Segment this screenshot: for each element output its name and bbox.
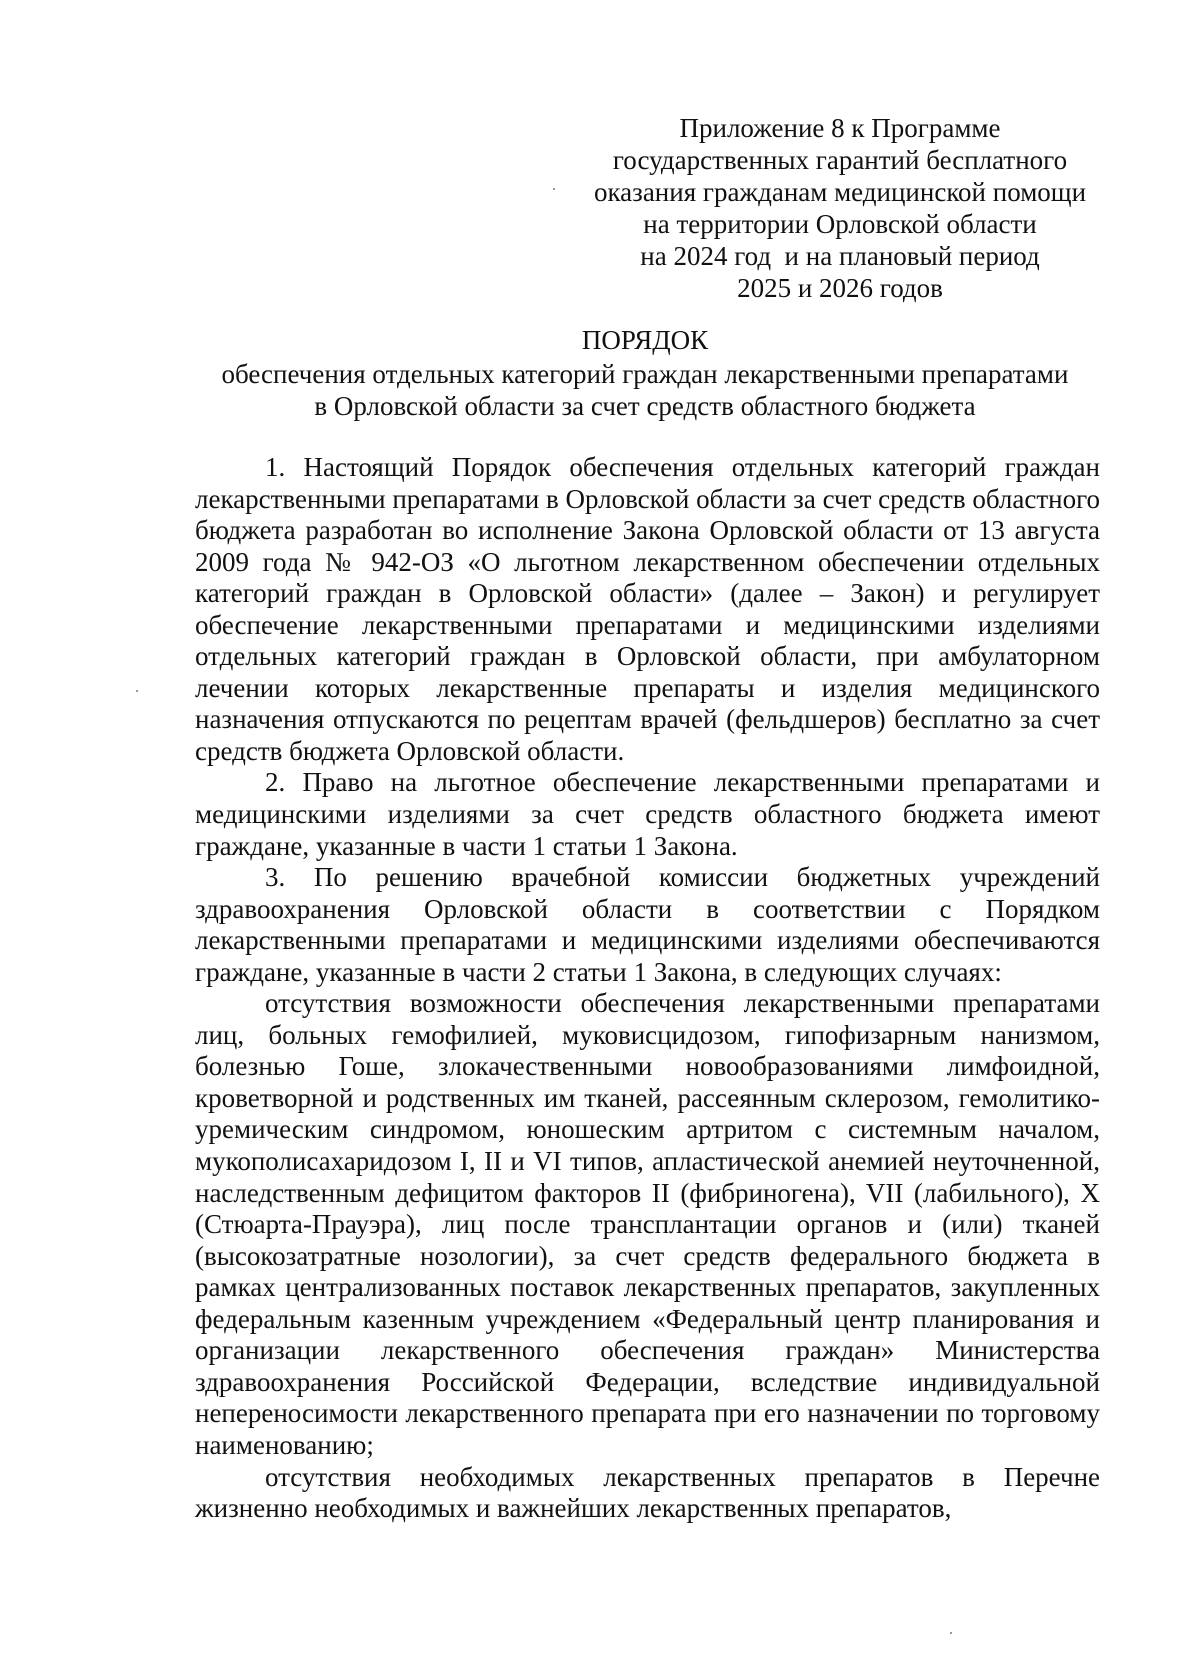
appendix-header bbox=[560, 112, 1120, 304]
paragraph-item-2: 2. Право на льготное обеспечение лекарственными препаратами и медицинскими изделиями за счет средств областного бюджета имеют граждане, указанные в части 1 статьи 1 Закона. bbox=[195, 767, 1100, 861]
appendix-line: на 2024 год и на плановый период bbox=[640, 241, 1040, 271]
document-body bbox=[195, 452, 1100, 1525]
appendix-line: 2025 и 2026 годов bbox=[737, 273, 943, 303]
document-title-block bbox=[190, 324, 1100, 422]
appendix-line: государственных гарантий бесплатного bbox=[612, 145, 1068, 175]
paragraph-item-1: 1. Настоящий Порядок обеспечения отдельных категорий граждан лекарственными препаратами в Орловской области за счет средств областного бюджета разработан во исполнение Закона Орловской области от 13 августа 2009 года № 942-ОЗ «О льготном лекарственном обеспечении отдельных категорий граждан в Орловской области» (далее – Закон) и регулирует обеспечение лекарственными препаратами и медицинскими изделиями отдельных категорий граждан в Орловской области, при амбулаторном лечении которых лекарственные препараты и изделия медицинского назначения отпускаются по рецептам врачей (фельдшеров) бесплатно за счет средств бюджета Орловской области. bbox=[195, 452, 1100, 766]
paragraph-case-1: отсутствия возможности обеспечения лекарственными препаратами лиц, больных гемофилией, муковисцидозом, гипофизарным нанизмом, болезнью Гоше, злокачественными новообразованиями лимфоидной, кроветворной и родственных им тканей, рассеянным склерозом, гемолитико-уремическим синдромом, юношеским артритом с системным началом, мукополисахаридозом I, II и VI типов, апластической анемией неуточненной, наследственным дефицитом факторов II (фибриногена), VII (лабильного), X (Стюарта-Прауэра), лиц после трансплантации органов и (или) тканей (высокозатратные нозологии), за счет средств федерального бюджета в рамках централизованных поставок лекарственных препаратов, закупленных федеральным казенным учреждением «Федеральный центр планирования и организации лекарственного обеспечения граждан» Министерства здравоохранения Российской Федерации, вследствие индивидуальной непереносимости лекарственного препарата при его назначении по торговому наименованию; bbox=[195, 988, 1100, 1460]
scan-speck bbox=[136, 690, 138, 692]
paragraph-case-2: отсутствия необходимых лекарственных препаратов в Перечне жизненно необходимых и важнейших лекарственных препаратов, bbox=[195, 1461, 1100, 1524]
appendix-line: на территории Орловской области bbox=[643, 209, 1037, 239]
paragraph-item-3: 3. По решению врачебной комиссии бюджетных учреждений здравоохранения Орловской области в соответствии с Порядком лекарственными препаратами и медицинскими изделиями обеспечиваются граждане, указанные в части 2 статьи 1 Закона, в следующих случаях: bbox=[195, 862, 1100, 987]
scan-speck bbox=[553, 188, 555, 190]
scan-speck bbox=[950, 1632, 952, 1634]
document-title: ПОРЯДОК bbox=[581, 325, 709, 355]
appendix-line: Приложение 8 к Программе bbox=[679, 113, 1001, 143]
document-subtitle-line: в Орловской области за счет средств областного бюджета bbox=[314, 391, 976, 421]
appendix-line: оказания гражданам медицинской помощи bbox=[593, 177, 1087, 207]
document-subtitle-line: обеспечения отдельных категорий граждан лекарственными препаратами bbox=[221, 359, 1069, 389]
